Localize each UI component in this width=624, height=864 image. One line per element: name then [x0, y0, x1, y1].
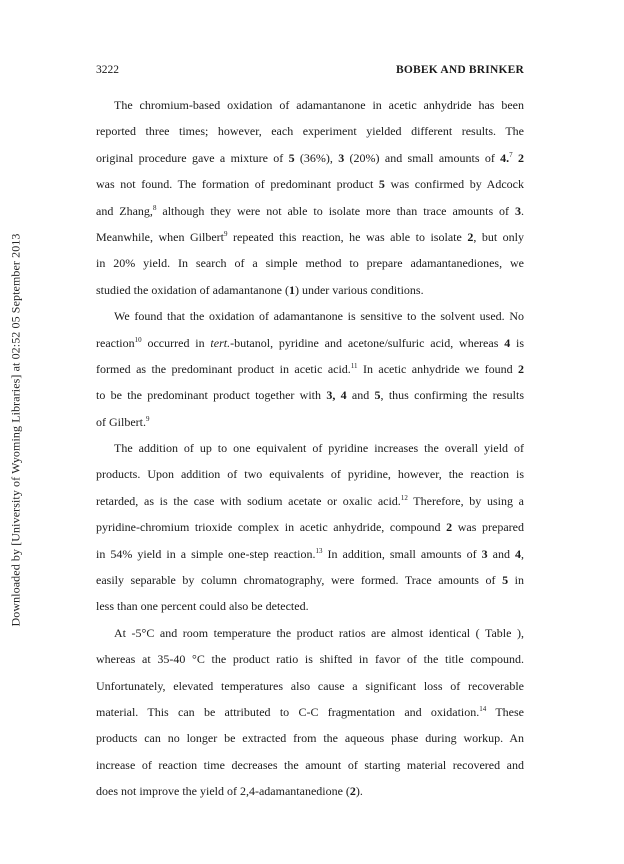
text-run: Meanwhile, when Gilbert — [96, 229, 224, 244]
text-line — [96, 303, 524, 329]
text-run: In addition, small amounts of — [322, 546, 482, 561]
text-line — [96, 673, 524, 699]
text-line — [96, 171, 524, 197]
text-line — [96, 92, 524, 118]
text-run: less than one percent could also be detected. — [96, 599, 309, 614]
text-line — [96, 250, 524, 276]
text-run: and — [346, 388, 375, 403]
reference-marker: 10 — [134, 335, 142, 344]
text-line — [96, 198, 524, 224]
paragraph — [96, 620, 524, 805]
text-run: although they were not able to isolate more than trace amounts of — [156, 203, 516, 218]
text-run: products. Upon addition of two equivalents of pyridine, however, the reaction is — [96, 467, 524, 482]
text-line — [96, 514, 524, 540]
text-run: , but only — [473, 229, 524, 244]
running-title: BOBEK AND BRINKER — [395, 64, 524, 76]
reference-marker: 9 — [146, 414, 150, 423]
text-run: of Gilbert. — [96, 414, 146, 429]
paragraph — [96, 92, 524, 303]
text-run: does not improve the yield of 2,4-adamantanedione ( — [96, 784, 350, 799]
reference-marker: 7 — [509, 150, 513, 159]
download-notice: Downloaded by [University of Wyoming Libraries] at 02:52 05 September 2013 — [8, 233, 23, 627]
text-run: products can no longer be extracted from the aqueous phase during workup. An — [96, 731, 524, 746]
text-run: in — [508, 573, 524, 588]
text-run: Unfortunately, elevated temperatures also cause a significant loss of recoverable — [96, 678, 524, 693]
text-run: formed as the predominant product in acetic acid. — [96, 361, 351, 376]
text-line — [96, 118, 524, 144]
text-run: The chromium-based oxidation of adamantanone in acetic anhydride has been — [114, 98, 524, 112]
text-line — [96, 725, 524, 751]
text-run: -butanol, pyridine and acetone/sulfuric acid, whereas — [230, 335, 505, 350]
text-run: 5 — [288, 150, 295, 165]
text-run: reported three times; however, each experiment yielded different results. The — [96, 124, 524, 139]
reference-marker: 9 — [223, 229, 228, 238]
text-run: , — [521, 546, 525, 561]
text-line — [96, 435, 524, 461]
text-run: We found that the oxidation of adamantanone is sensitive to the solvent used. No — [114, 309, 524, 324]
text-line — [96, 224, 524, 250]
text-run: increase of reaction time decreases the amount of starting material recovered and — [96, 757, 524, 772]
text-run: and Zhang, — [96, 203, 153, 218]
text-run: 5 — [374, 388, 381, 403]
text-run: in 54% yield in a simple one-step reaction. — [96, 546, 316, 561]
page-number: 3222 — [96, 64, 119, 76]
text-line — [96, 461, 524, 487]
text-run: and — [487, 546, 516, 561]
text-run: retarded, as is the case with sodium acetate or oxalic acid. — [96, 493, 401, 508]
text-line — [96, 567, 524, 593]
text-run: to be the predominant product together with — [96, 388, 327, 403]
paragraph — [96, 303, 524, 435]
reference-marker: 8 — [152, 203, 157, 212]
text-line — [96, 778, 524, 804]
text-run: (20%) and small amounts of — [344, 150, 501, 165]
paragraph — [96, 435, 524, 620]
text-run: 5 — [378, 177, 385, 192]
text-run: 4 — [504, 335, 511, 350]
text-run: studied the oxidation of adamantanone ( — [96, 282, 289, 297]
text-run: 4 — [515, 546, 522, 561]
text-run: 4. — [500, 150, 510, 165]
reference-marker: 13 — [315, 546, 323, 555]
text-run: At -5°C and room temperature the product ratios are almost identical ( Table ), — [114, 625, 524, 640]
text-run: material. This can be attributed to C-C fragmentation and oxidation. — [96, 704, 480, 719]
text-run: 2 — [446, 520, 453, 535]
text-run: , thus confirming the results — [380, 388, 525, 403]
text-run: 2 — [349, 784, 356, 799]
text-run: . — [521, 203, 525, 218]
text-line — [96, 541, 524, 567]
running-header — [96, 64, 524, 80]
text-run: tert. — [210, 335, 231, 350]
text-line — [96, 277, 524, 303]
text-run: is — [510, 335, 525, 350]
text-run: (36%), — [294, 150, 339, 165]
text-run: 1 — [288, 282, 295, 297]
text-run: was confirmed by Adcock — [384, 177, 524, 192]
reference-marker: 14 — [479, 704, 487, 713]
reference-marker: 12 — [400, 493, 408, 502]
download-watermark — [6, 210, 26, 650]
text-run: 2 — [518, 150, 524, 165]
text-run: repeated this reaction, he was able to isolate — [227, 229, 468, 244]
text-run: 2 — [467, 229, 474, 244]
text-run: was prepared — [452, 520, 525, 535]
text-run: These — [486, 704, 524, 719]
text-line — [96, 145, 524, 171]
text-line — [96, 752, 524, 778]
text-run: The addition of up to one equivalent of pyridine increases the overall yield of — [114, 441, 524, 456]
text-run: 3, 4 — [326, 388, 347, 403]
text-line — [96, 620, 524, 646]
text-line — [96, 409, 524, 435]
reference-marker: 11 — [350, 361, 358, 370]
text-run: In acetic anhydride we found — [357, 361, 518, 376]
text-run: original procedure gave a mixture of — [96, 150, 289, 165]
text-run: reaction — [96, 335, 135, 350]
article-body — [96, 92, 524, 805]
text-line — [96, 699, 524, 725]
text-line — [96, 330, 524, 356]
text-run: easily separable by column chromatography, were formed. Trace amounts of — [96, 573, 503, 588]
text-run: whereas at 35-40 °C the product ratio is shifted in favor of the title compound. — [96, 652, 524, 667]
text-run: pyridine-chromium trioxide complex in acetic anhydride, compound — [96, 520, 447, 535]
text-run: 5 — [502, 573, 509, 588]
text-line — [96, 356, 524, 382]
text-run: 3 — [481, 546, 488, 561]
text-run: 3 — [338, 150, 345, 165]
text-run: occurred in — [141, 335, 211, 350]
text-line — [96, 488, 524, 514]
text-line — [96, 382, 524, 408]
text-run: ) under various conditions. — [294, 282, 424, 297]
text-run: ). — [355, 784, 363, 799]
text-run: 3 — [515, 203, 522, 218]
text-run: Therefore, by using a — [407, 493, 524, 508]
text-run: was not found. The formation of predominant product — [96, 177, 379, 192]
text-line — [96, 593, 524, 619]
text-run: in 20% yield. In search of a simple method to prepare adamantanediones, we — [96, 256, 524, 271]
text-line — [96, 646, 524, 672]
text-run: 2 — [517, 361, 524, 376]
